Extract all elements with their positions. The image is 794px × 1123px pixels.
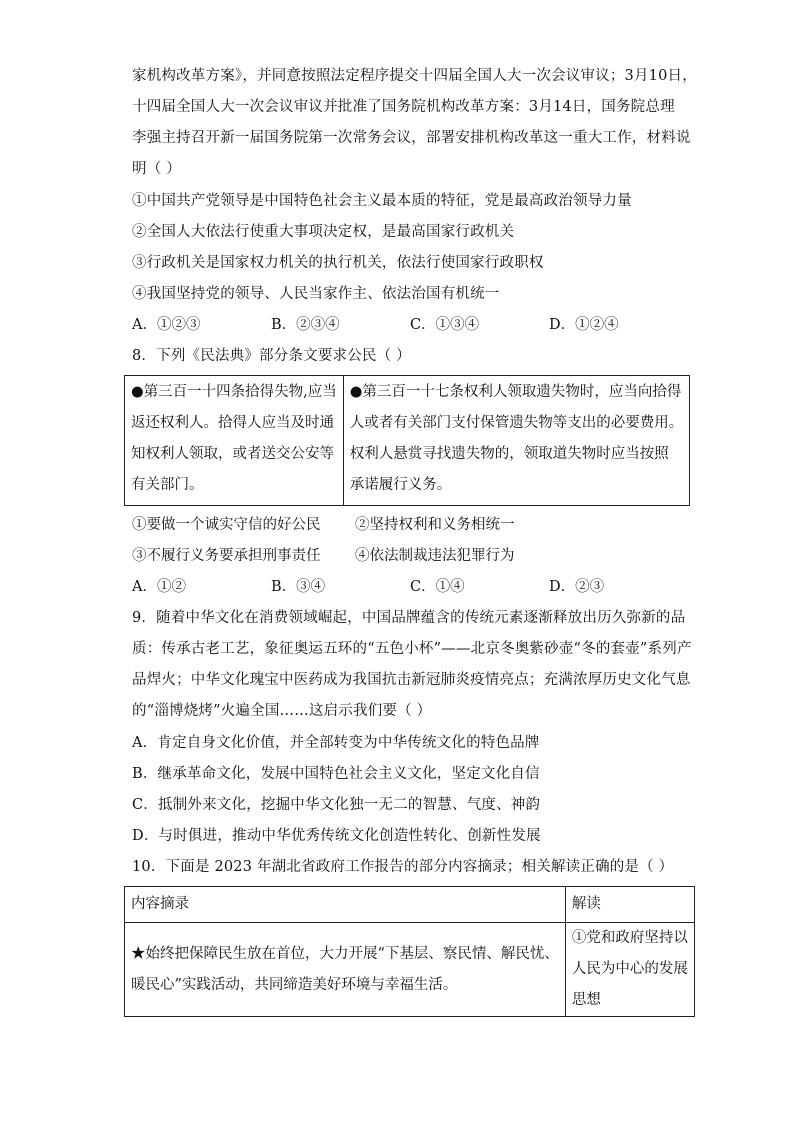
q8-option-d[interactable]: D．②③: [549, 579, 605, 595]
q10-header-content: 内容摘录: [125, 887, 566, 923]
q8-options: [132, 577, 652, 597]
q9-option-c[interactable]: C．抵制外来文化，挖掘中华文化独一无二的智慧、气度、神韵: [132, 797, 541, 813]
q8-statement: ③不履行义务要承担刑事责任: [132, 548, 321, 564]
q8-right-line: 承诺履行义务。: [349, 477, 452, 493]
q10-header-interpretation: 解读: [565, 887, 694, 923]
q8-right-line: 人或者有关部门支付保管遗失物等支出的必要费用。: [349, 415, 684, 431]
q8-option-a[interactable]: A．①②: [132, 579, 186, 595]
q10-content-line: 暖民心”实践活动，共同缔造美好环境与幸福生活。: [131, 976, 458, 993]
q10-row-content-cell: [125, 923, 566, 1017]
q7-option-b[interactable]: B．②③④: [271, 317, 340, 333]
q7-option-d[interactable]: D．①②④: [549, 317, 619, 333]
q10-report-table: [124, 886, 695, 1017]
q8-statements-row2: [132, 546, 652, 566]
q8-statements-row1: [132, 515, 652, 535]
q7-stem-line: 十四届全国人大一次会议审议并批准了国务院机构改革方案：3月14日，国务院总理: [132, 99, 675, 115]
q7-stem-line: 李强主持召开新一届国务院第一次常务会议，部署安排机构改革这一重大工作，材料说: [132, 130, 691, 146]
q8-table-right-cell: [343, 376, 690, 506]
q8-left-line: 返还权利人。拾得人应当及时通: [131, 415, 334, 431]
q9-stem-line: 质：传承古老工艺，象征奥运五环的“五色小杯”——北京冬奥紫砂壶“冬的套壶”系列产: [132, 641, 692, 657]
q9-option-b[interactable]: B．继承革命文化，发展中国特色社会主义文化，坚定文化自信: [132, 766, 540, 782]
q8-table-left-cell: [125, 376, 344, 506]
q10-content-line: ★始终把保障民生放在首位，大力开展“下基层、察民情、解民忧、: [131, 945, 559, 962]
q8-right-line: 权利人悬赏寻找遗失物的，领取道失物时应当按照: [349, 446, 669, 462]
q7-statement: ④我国坚持党的领导、人民当家作主、依法治国有机统一: [132, 286, 500, 302]
q7-options: [132, 315, 652, 335]
q8-stem: 8．下列《民法典》部分条文要求公民（ ）: [132, 348, 411, 364]
q10-row-interpretation-cell: [565, 923, 694, 1017]
q7-option-c[interactable]: C．①③④: [410, 317, 480, 333]
q10-interpretation-line: 思想: [571, 992, 601, 1008]
q8-civil-code-table: [124, 375, 690, 506]
q10-interpretation-line: 人民为中心的发展: [571, 961, 688, 977]
q9-stem-line: 品焊火；中华文化瑰宝中医药成为我国抗击新冠肺炎疫情亮点；充满浓厚历史文化气息: [132, 672, 691, 688]
q8-option-c[interactable]: C．①④: [410, 579, 465, 595]
q7-stem-line: 家机构改革方案》，并同意按照法定程序提交十四届全国人大一次会议审议；3月10日，: [132, 68, 697, 84]
q9-option-d[interactable]: D．与时俱进，推动中华优秀传统文化创造性转化、创新性发展: [132, 828, 541, 844]
q8-left-line: 有关部门。: [131, 477, 204, 493]
q10-interpretation-line: ①党和政府坚持以: [571, 930, 688, 946]
q9-stem-line: 的“淄博烧烤”火遍全国……这启示我们要（ ）: [132, 703, 432, 719]
q8-statement: ①要做一个诚实守信的好公民: [132, 517, 321, 533]
q10-stem: 10．下面是 2023 年湖北省政府工作报告的部分内容摘录；相关解读正确的是（ ）: [132, 859, 674, 875]
q9-option-a[interactable]: A．肯定自身文化价值，并全部转变为中华传统文化的特色品牌: [132, 735, 540, 751]
q7-statement: ③行政机关是国家权力机关的执行机关，依法行使国家行政职权: [132, 255, 544, 271]
q7-statement: ①中国共产党领导是中国特色社会主义最本质的特征，党是最高政治领导力量: [132, 193, 632, 209]
q9-stem-line: 9．随着中华文化在消费领域崛起，中国品牌蕴含的传统元素逐渐释放出历久弥新的品: [132, 610, 686, 626]
q8-statement: ②坚持权利和义务相统一: [355, 517, 515, 533]
q7-stem-line: 明（ ）: [132, 161, 181, 177]
q7-statement: ②全国人大依法行使重大事项决定权，是最高国家行政机关: [132, 224, 515, 240]
q8-right-line: ●第三百一十七条权利人领取遗失物时，应当向拾得: [349, 384, 682, 400]
q8-option-b[interactable]: B．③④: [271, 579, 326, 595]
q7-option-a[interactable]: A．①②③: [132, 317, 201, 333]
q8-left-line: ●第三百一十四条拾得失物,应当: [131, 384, 337, 400]
q8-left-line: 知权利人领取，或者送交公安等: [131, 446, 334, 462]
q8-statement: ④依法制裁违法犯罪行为: [355, 548, 515, 564]
